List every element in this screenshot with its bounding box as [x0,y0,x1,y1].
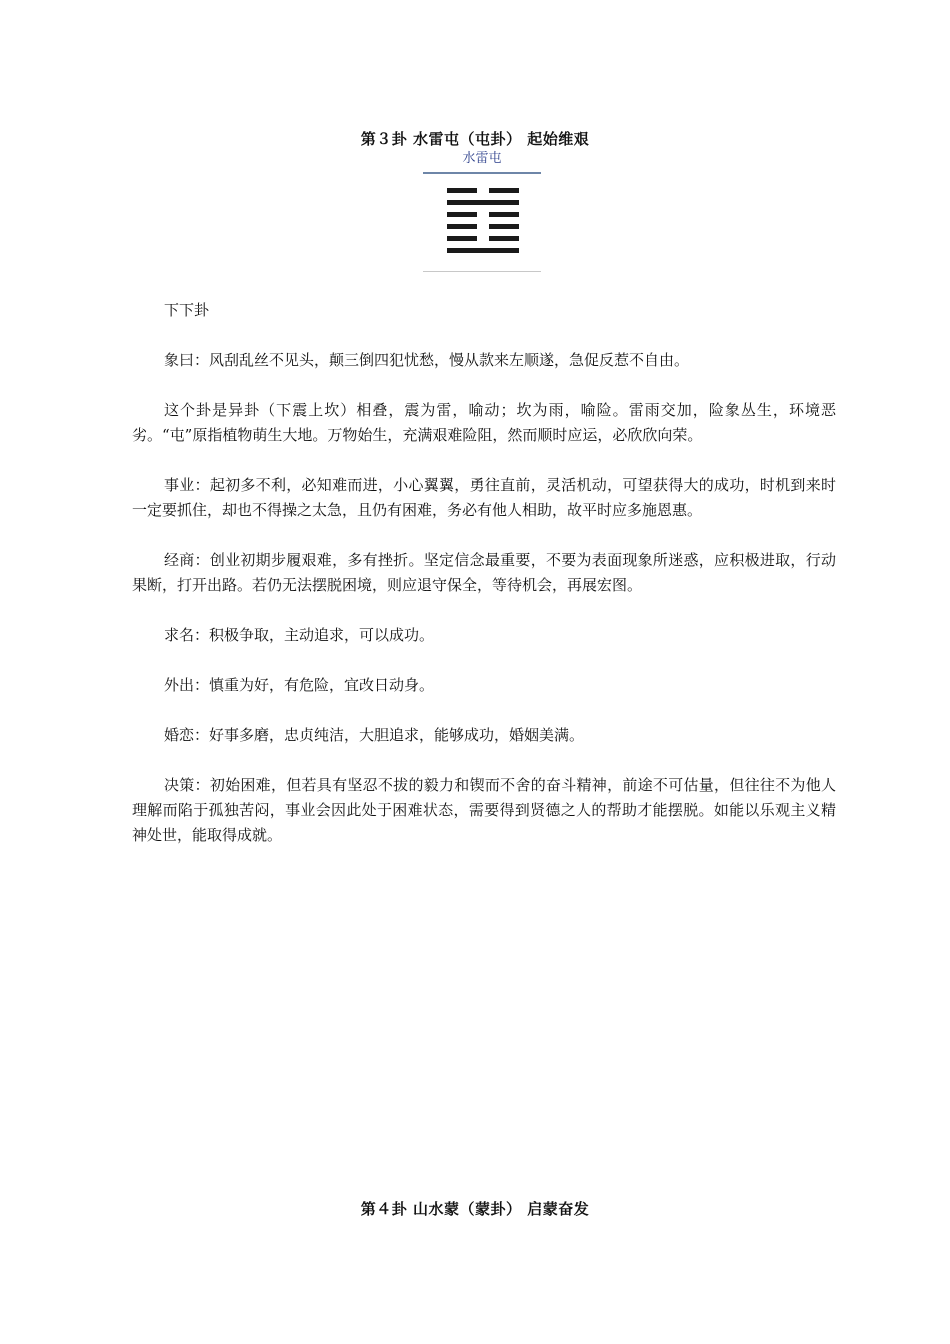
hexagram-bottom-rule [423,271,541,272]
love-paragraph: 婚恋：好事多磨，忠贞纯洁，大胆追求，能够成功，婚姻美满。 [164,726,585,744]
hexagram-3-heading: 第３卦 水雷屯（屯卦） 起始维艰 [360,130,590,148]
hexagram-line-yin [447,236,519,241]
travel-paragraph: 外出：慎重为好，有危险，宜改日动身。 [164,676,435,694]
hexagram-line-yin [447,212,519,217]
hexagram-line-yin [447,224,519,229]
hexagram-line-yang [447,200,519,205]
hexagram-line-yin [447,188,519,193]
xiang-paragraph: 象曰：风刮乱丝不见头，颠三倒四犯忧愁，慢从款来左顺遂，急促反惹不自由。 [164,351,690,369]
hexagram-figure [423,150,541,274]
hexagram-lines [447,188,519,260]
business-paragraph: 经商：创业初期步履艰难，多有挫折。坚定信念最重要，不要为表面现象所迷惑，应积极进取，行动果断，打开出路。若仍无法摆脱困境，则应退守保全，等待机会，再展宏图。 [132,551,836,594]
hexagram-line-yang [447,248,519,253]
decision-paragraph: 决策：初始困难，但若具有坚忍不拔的毅力和锲而不舍的奋斗精神，前途不可估量，但往往不为他人理解而陷于孤独苦闷，事业会因此处于困难状态，需要得到贤德之人的帮助才能摆脱。如能以乐观主义精神处世，能取得成就。 [132,776,836,844]
rank-paragraph: 下下卦 [164,301,210,319]
hexagram-figure-caption: 水雷屯 [423,150,541,174]
hexagram-4-heading: 第４卦 山水蒙（蒙卦） 启蒙奋发 [360,1200,590,1218]
description-paragraph: 这个卦是异卦（下震上坎）相叠，震为雷，喻动；坎为雨，喻险。雷雨交加，险象丛生，环境恶劣。“屯”原指植物萌生大地。万物始生，充满艰难险阻，然而顺时应运，必欣欣向荣。 [132,401,836,444]
career-paragraph: 事业：起初多不利，必知难而进，小心翼翼，勇往直前，灵活机动，可望获得大的成功，时机到来时一定要抓住，却也不得操之太急，且仍有困难，务必有他人相助，故平时应多施恩惠。 [132,476,836,519]
fame-paragraph: 求名：积极争取，主动追求，可以成功。 [164,626,435,644]
